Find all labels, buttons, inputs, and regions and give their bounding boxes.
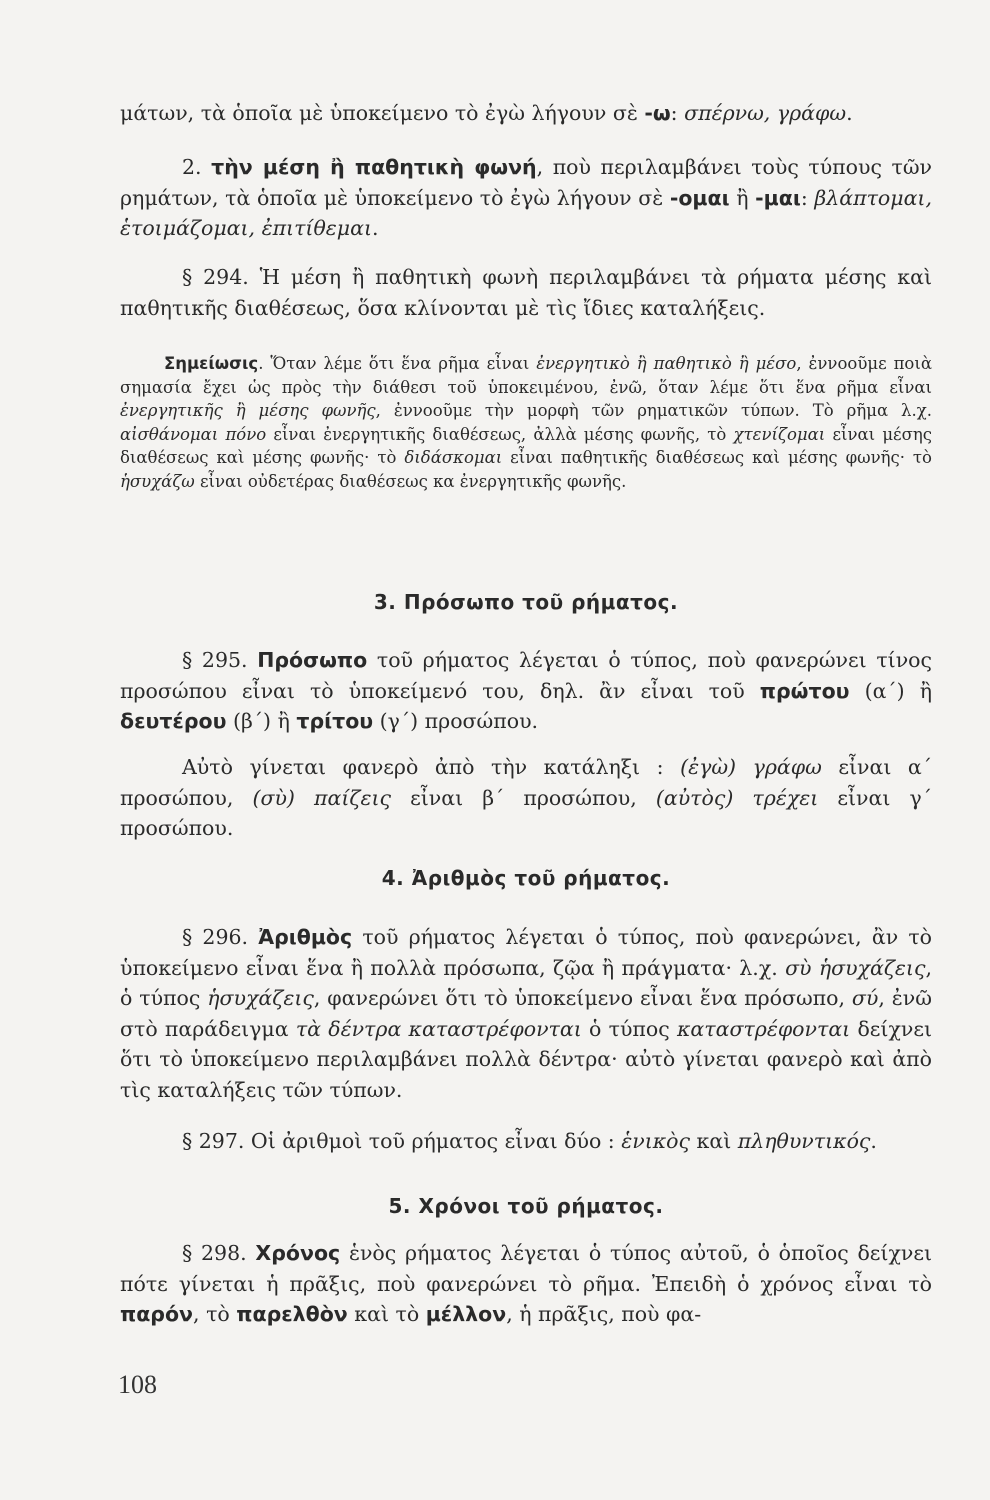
intro-colon: : xyxy=(670,101,685,125)
section-295b-example-1: (ἐγὼ) γράφω xyxy=(680,755,822,779)
note-text-2: , ἐννοοῦμε ποιὰ σημασία ἔχει ὡς πρὸς τὴν διάθεσι τοῦ ὑποκειμένου, ἐνῶ, ὅταν λέμε ὅτι ἕνα ρῆμα εἶναι xyxy=(120,354,932,397)
section-297-block xyxy=(120,1126,932,1157)
section-295-first: πρώτου xyxy=(759,678,850,703)
section-296-paragraph xyxy=(120,922,932,1105)
heading-3-block xyxy=(120,590,932,614)
intro-line xyxy=(120,98,932,129)
section-294-paragraph: § 294. Ἡ μέση ἢ παθητικὴ φωνὴ περιλαμβάνει τὰ ρήματα μέσης καὶ παθητικῆς διαθέσεως, ὅσα κλίνονται μὲ τὶς ἴδιες καταλήξεις. xyxy=(120,265,932,320)
section-298-mark: § 298. xyxy=(182,1241,256,1265)
section-296-text-3: , φανερώνει ὅτι τὸ ὑποκείμενο εἶναι ἕνα πρόσωπο, xyxy=(313,986,852,1010)
section-295b-example-2: (σὺ) παίζεις xyxy=(252,785,392,810)
note-italic-1: ἐνεργητικὸ ἢ παθητικὸ ἢ μέσο xyxy=(536,354,797,373)
item-2-examples: βλάπτομαι, ἑτοιμάζομαι, ἐπιτίθεμαι xyxy=(120,185,932,240)
section-295b-text-2: εἶναι α΄ προσώπου, xyxy=(120,755,932,810)
section-297-text-1: § 297. Οἱ ἀριθμοὶ τοῦ ρήματος εἶναι δύο : xyxy=(182,1129,622,1153)
section-297-plural: πληθυντικός xyxy=(737,1129,871,1153)
section-296-example-1: σὺ ἡσυχάζεις xyxy=(785,955,926,980)
heading-4-title: 4. Ἀριθμὸς τοῦ ρήματος. xyxy=(381,866,671,890)
note-text-4: εἶναι ἐνεργητικῆς διαθέσεως, ἀλλὰ μέσης φωνῆς, τὸ xyxy=(266,424,734,444)
section-298-term: Χρόνος xyxy=(255,1241,341,1265)
note-italic-5: διδάσκομαι xyxy=(404,448,503,467)
section-298-block xyxy=(120,1238,932,1330)
section-296-text-5: ὁ τύπος xyxy=(581,1016,677,1041)
note-block xyxy=(120,352,932,493)
note-text-5: εἶναι μέσης διαθέσεως καὶ μέσης φωνῆς· τὸ xyxy=(120,424,932,467)
note-text-6: εἶναι παθητικῆς διαθέσεως καὶ μέσης φωνῆς· τὸ xyxy=(502,448,932,467)
section-295-term: Πρόσωπο xyxy=(257,648,368,672)
section-298-text-2: , τὸ xyxy=(193,1302,237,1326)
section-296-term: Ἀριθμὸς xyxy=(258,925,353,949)
item-2-term: τὴν μέση ἢ παθητικὴ φωνή xyxy=(211,155,537,179)
note-paragraph xyxy=(120,352,932,493)
section-296-mark: § 296. xyxy=(182,925,259,949)
section-296-text-2: , ὁ τύπος xyxy=(120,955,932,1010)
section-298-text-3: καὶ τὸ xyxy=(347,1302,426,1326)
item-2-block xyxy=(120,152,932,244)
note-italic-6: ἡσυχάζω xyxy=(120,471,195,491)
intro-block xyxy=(120,98,932,129)
section-298-past: παρελθὸν xyxy=(236,1302,348,1326)
heading-5-block xyxy=(120,1194,932,1218)
intro-examples: σπέρνω, γράφω xyxy=(684,101,847,125)
section-297-singular: ἑνικὸς xyxy=(621,1129,691,1153)
section-295-third: τρίτου xyxy=(296,709,374,733)
heading-3-title: 3. Πρόσωπο τοῦ ρήματος. xyxy=(373,590,679,614)
page-number: 108 xyxy=(118,1370,157,1399)
intro-ending: -ω xyxy=(644,101,671,125)
heading-4-block xyxy=(120,866,932,890)
section-295-text-1: τοῦ ρήματος λέγεται ὁ τύπος, ποὺ φανερώνει τίνος προσώπου εἶναι τὸ ὑποκείμενό του, δηλ. ἂν εἶναι τοῦ xyxy=(120,648,932,703)
note-heading: Σημείωσις xyxy=(164,354,259,373)
item-2-paragraph xyxy=(120,152,932,244)
section-296-example-2: ἡσυχάζεις xyxy=(207,986,314,1010)
heading-5-title: 5. Χρόνοι τοῦ ρήματος. xyxy=(388,1194,664,1218)
section-295-paragraph xyxy=(120,645,932,737)
item-2-number: 2. xyxy=(182,155,212,179)
note-text-7: εἶναι οὐδετέρας διαθέσεως κα ἐνεργητικῆς φωνῆς. xyxy=(194,471,627,491)
section-295-mark: § 295. xyxy=(182,648,258,672)
section-294-block xyxy=(120,262,932,323)
section-295b-block xyxy=(120,752,932,844)
section-295b-text-4: εἶναι γ΄ προσώπου. xyxy=(120,785,932,840)
section-297-paragraph xyxy=(120,1126,932,1157)
section-295b-example-3: (αὐτὸς) τρέχει xyxy=(655,785,819,810)
section-295-text-3: (β΄) ἢ xyxy=(226,709,297,733)
section-296-text-1: τοῦ ρήματος λέγεται ὁ τύπος, ποὺ φανερώνει, ἂν τὸ ὑποκείμενο εἶναι ἕνα ἢ πολλὰ πρόσωπα, ζῷα ἢ πράγματα· λ.χ. xyxy=(120,925,932,980)
section-297-and: καὶ xyxy=(690,1129,738,1153)
section-298-paragraph xyxy=(120,1238,932,1330)
section-295b-text-3: εἶναι β΄ προσώπου, xyxy=(391,785,656,810)
section-296-text-6: δείχνει ὅτι τὸ ὑποκείμενο περιλαμβάνει πολλὰ δέντρα· αὐτὸ γίνεται φανερὸ καὶ ἀπὸ τὶς καταλήξεις τῶν τύπων. xyxy=(120,1016,933,1102)
intro-text: μάτων, τὰ ὁποῖα μὲ ὑποκείμενο τὸ ἐγὼ λήγουν σὲ xyxy=(120,101,645,125)
section-296-example-3: σύ xyxy=(851,986,879,1010)
note-text-3: , ἐννοοῦμε τὴν μορφὴ τῶν ρηματικῶν τύπων. Τὸ ρῆμα λ.χ. xyxy=(375,401,933,420)
item-2-colon: : xyxy=(800,185,815,210)
item-2-or: ἢ xyxy=(729,185,756,210)
section-295-text-2: (α΄) ἢ xyxy=(849,678,932,703)
note-text-1: . Ὅταν λέμε ὅτι ἕνα ρῆμα εἶναι xyxy=(258,354,537,373)
section-297-period: . xyxy=(870,1129,877,1153)
note-italic-4: χτενίζομαι xyxy=(733,424,826,444)
section-298-text-1: ἑνὸς ρήματος λέγεται ὁ τύπος αὐτοῦ, ὁ ὁποῖος δείχνει πότε γίνεται ἡ πρᾶξις, ποὺ φανερώνει τὸ ρῆμα. Ἐπειδὴ ὁ χρόνος εἶναι τὸ xyxy=(120,1241,932,1296)
section-295-text-4: (γ΄) προσώπου. xyxy=(373,709,539,733)
section-295b-text-1: Αὐτὸ γίνεται φανερὸ ἀπὸ τὴν κατάληξι : xyxy=(182,755,681,779)
item-2-ending-1: -ομαι xyxy=(669,185,730,210)
section-296-example-4: τὰ δέντρα καταστρέφονται xyxy=(295,1016,582,1041)
item-2-period: . xyxy=(372,216,379,240)
section-298-present: παρόν xyxy=(120,1302,194,1326)
section-296-example-5: καταστρέφονται xyxy=(676,1016,851,1041)
section-296-block xyxy=(120,922,932,1105)
section-295b-paragraph xyxy=(120,752,932,844)
section-298-future: μέλλον xyxy=(425,1302,507,1326)
note-italic-2: ἐνεργητικῆς ἢ μέσης φωνῆς xyxy=(120,401,376,420)
section-295-block xyxy=(120,645,932,737)
section-295-second: δευτέρου xyxy=(120,709,227,733)
note-italic-3: αἰσθάνομαι πόνο xyxy=(120,424,267,444)
section-296-text-4: , ἐνῶ στὸ παράδειγμα xyxy=(120,986,932,1041)
section-298-text-4: , ἡ πρᾶξις, ποὺ φα- xyxy=(506,1302,702,1326)
item-2-text: , ποὺ περιλαμβάνει τοὺς τύπους τῶν ρημάτων, τὰ ὁποῖα μὲ ὑποκείμενο τὸ ἐγὼ λήγουν σὲ xyxy=(120,155,932,210)
item-2-ending-2: -μαι xyxy=(755,185,801,210)
intro-period: . xyxy=(846,101,853,125)
